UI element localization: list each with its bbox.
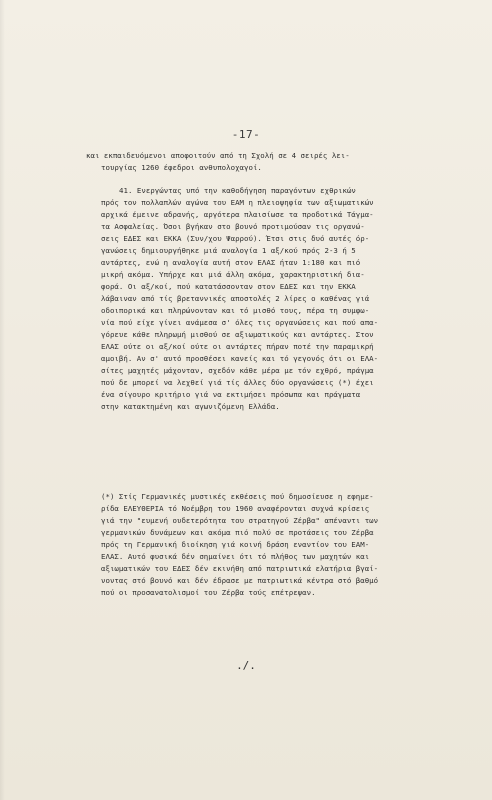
continuation-line: και εκπαιδευόμενοι αποφοιτούν από τη Σχολή σε 4 σειρές λει- xyxy=(86,151,350,160)
paragraph-line: τα Ασφαλείας. Όσοι βγήκαν στο βουνό προτιμούσαν τις οργανώ- xyxy=(101,222,365,231)
footnote-line: (*) Στίς Γερμανικές μυστικές εκθέσεις πού δημοσίευσε η εφημε- xyxy=(101,492,374,501)
footnote-line: ΕΛΑΣ. Αυτό φυσικά δέν σημαίνει ότι τό πλήθος των μαχητών και xyxy=(101,552,370,561)
paragraph-line: ένα σίγουρο κριτήριο γιά να εκτιμήσει πρόσωπα και πράγματα xyxy=(101,390,361,399)
paragraph-line: αμοιβή. Αν σ' αυτό προσθέσει κανείς και τό γεγονός ότι οι ΕΛΑ- xyxy=(101,354,379,363)
paragraph-line: ΕΛΑΣ ούτε οι αξ/κοί ούτε οι αντάρτες πήραν ποτέ την παραμικρή xyxy=(101,342,374,351)
footnote-line: αξιωματικών του ΕΔΕΣ δέν εκινήθη από πατριωτικά ελατήρια βγαί- xyxy=(101,564,379,573)
page-edge-shadow xyxy=(0,0,5,800)
paragraph-line: 41. Ενεργώντας υπό την καθοδήγηση παραγόντων εχθρικών xyxy=(119,186,356,195)
paragraph-line: νία πού είχε γίνει ανάμεσα σ' όλες τις οργανώσεις και πού απα- xyxy=(101,318,379,327)
paragraph-line: αρχικά έμεινε αδρανής, αργότερα πλαισίωσε τα προδοτικά Τάγμα- xyxy=(101,210,374,219)
paragraph-line: γόρευε κάθε πληρωμή μισθού σε αξιωματικούς και αντάρτες. Στον xyxy=(101,330,374,339)
footnote-line: νοντας στό βουνό και δέν έδρασε με πατριωτικά κέντρα στό βαθμό xyxy=(101,576,379,585)
footnote-line: ρίδα ΕΛΕΥΘΕΡΙΑ τό Νοέμβρη του 1960 αναφέρονται συχνά κρίσεις xyxy=(101,504,370,513)
paragraph-line: στην κατακτημένη και αγωνιζόμενη Ελλάδα. xyxy=(101,402,280,411)
continuation-line: τουργίας 1260 έφεδροι ανθυπολοχαγοί. xyxy=(101,163,262,172)
paragraph-line: πρός τον πολλαπλών αγώνα του ΕΑΜ η πλειοψηφία των αξιωματικών xyxy=(101,198,374,207)
paragraph-line: πού δε μπορεί να λεχθεί γιά τίς άλλες δύο οργανώσεις (*) έχει xyxy=(101,378,374,387)
closing-mark: ./. xyxy=(236,659,256,672)
paragraph-line: οδοιπορικά και πληρώνονταν και τό μισθό τους, πέρα τη συμφω- xyxy=(101,306,370,315)
paragraph-line: λάβαιναν από τίς βρεταννικές αποστολές 2 λίρες ο καθένας γιά xyxy=(101,294,370,303)
paragraph-line: γανώσεις δημιουργήθηκε μιά αναλογία 1 αξ/κού πρός 2-3 ή 5 xyxy=(101,246,356,255)
paragraph-line: αντάρτες, ενώ η αναλογία αυτή στον ΕΛΑΣ ήταν 1:180 και πιό xyxy=(101,258,361,267)
paragraph-line: φορά. Οι αξ/κοί, πού κατατάσσονταν στον ΕΔΕΣ και την ΕΚΚΑ xyxy=(101,282,356,291)
footnote-line: πρός τη Γερμανική διοίκηση γιά κοινή δράση εναντίον του ΕΑΜ- xyxy=(101,540,370,549)
page-number: -17- xyxy=(231,128,261,141)
paragraph-line: σεις ΕΔΕΣ και ΕΚΚΑ (Συν/χου Ψαρρού). Έτσι στις δυό αυτές όρ- xyxy=(101,234,370,243)
footnote-line: γερμανικών δυνάμεων και ακόμα πιό πολύ σε προτάσεις του Ζέρβα xyxy=(101,528,374,537)
footnote-line: γιά την "ευμενή ουδετερότητα του στρατηγού Ζέρβα" απέναντι των xyxy=(101,516,379,525)
footnote-line: πού οι προσανατολισμοί του Ζέρβα τούς επέτρεψαν. xyxy=(101,588,316,597)
paragraph-line: μικρή ακόμα. Υπήρχε και μιά άλλη ακόμα, χαρακτηριστική δια- xyxy=(101,270,365,279)
paragraph-line: σίτες μαχητές μάχονταν, σχεδόν κάθε μέρα με τόν εχθρό, πράγμα xyxy=(101,366,374,375)
